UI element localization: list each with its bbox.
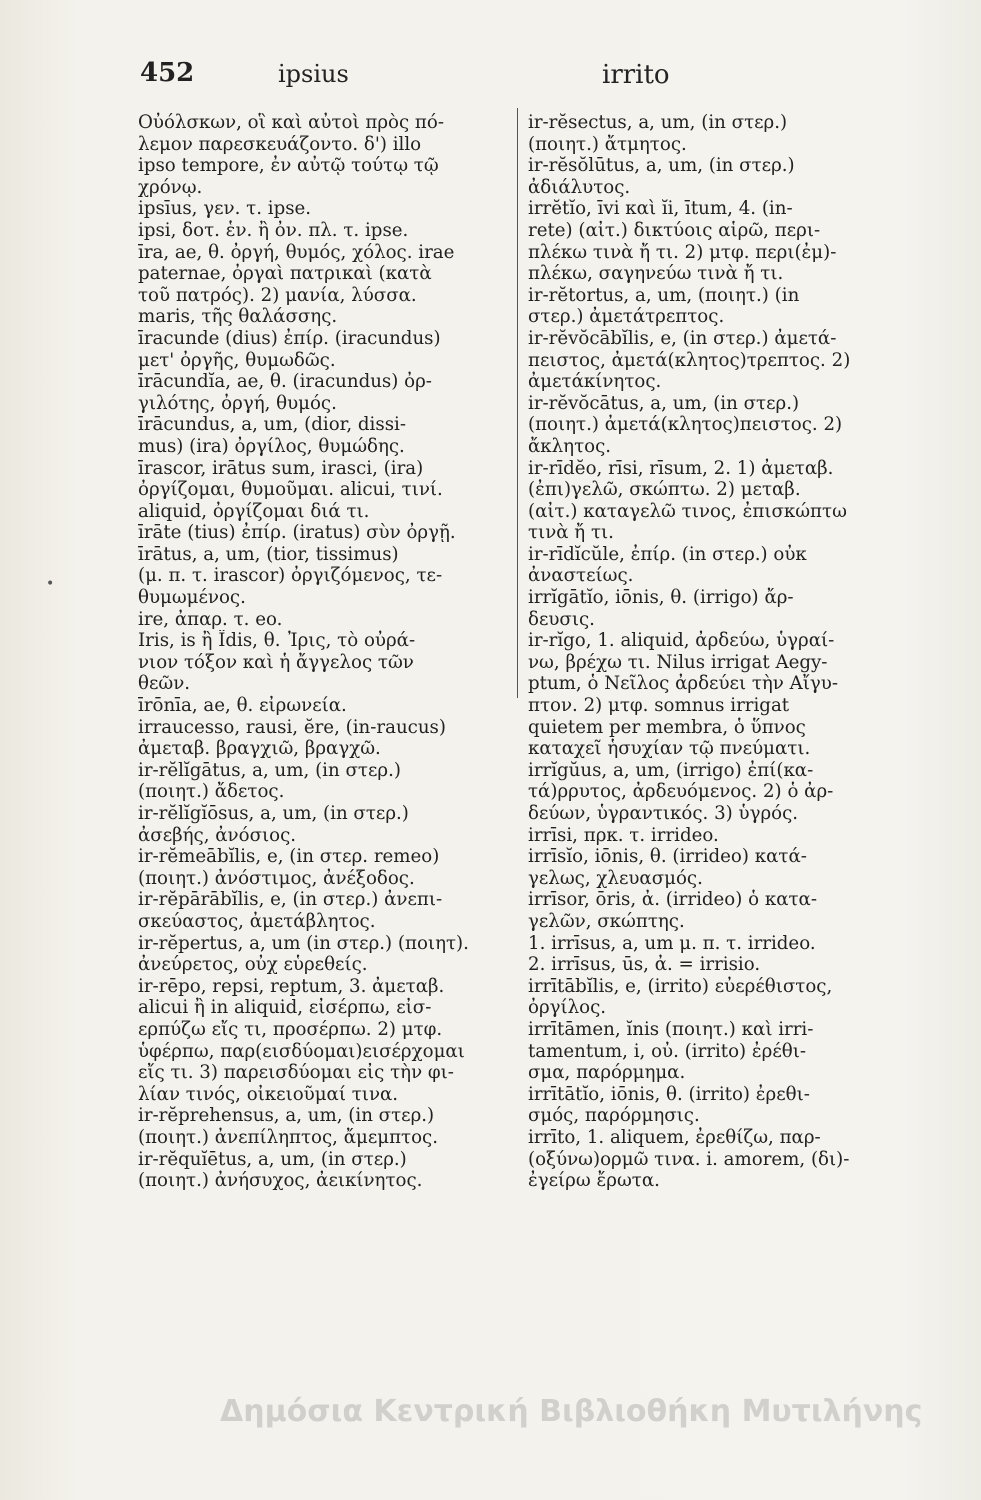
page-number: 452 — [140, 58, 195, 88]
entry-line: ir-rīdĭcŭle, ἐπίρ. (in στερ.) οὐκ — [528, 543, 807, 565]
entry-line: (οξύνω)ορμῶ τινα. i. amorem, (δι)- — [528, 1148, 850, 1170]
entry-line: irrĭgātĭo, iōnis, θ. (irrigo) ἄρ- — [528, 587, 794, 609]
entry-line: (ποιητ.) ἀνόστιμος, ἀνέξοδος. — [138, 867, 415, 889]
entry-line: πειστος, ἀμετά(κλητος)τρεπτος. 2) — [528, 349, 851, 371]
entry-line: δευσις. — [528, 608, 595, 630]
entry-line: quietem per membra, ὁ ὕπνος — [528, 716, 806, 738]
entry-line: ερπύζω εἴς τι, προσέρπω. 2) μτφ. — [138, 1018, 443, 1040]
entry-line: ir-rĭgo, 1. aliquid, ἀρδεύω, ὑγραί- — [528, 630, 835, 652]
entry-line: ptum, ὁ Νεῖλος ἀρδεύει τὴν Αἴγυ- — [528, 673, 838, 695]
entry-line: γιλότης, ὀργή, θυμός. — [138, 392, 337, 414]
entry-line: maris, τῆς θαλάσσης. — [138, 306, 338, 328]
entry-line: τινὰ ἤ τι. — [528, 522, 614, 544]
entry-line: ὀργίλος. — [528, 997, 607, 1019]
entry-line: στερ.) ἀμετάτρεπτος. — [528, 306, 725, 328]
entry-line: σμα, παρόρμημα. — [528, 1062, 686, 1084]
entry-line: Οὐόλσκων, οἳ καὶ αὐτοὶ πρὸς πό- — [138, 112, 444, 133]
left-column — [138, 112, 510, 1192]
entry-line: ipsīus, γεν. τ. ipse. — [138, 198, 312, 220]
entry-line: ir-rĕpertus, a, um (in στερ.) (ποιητ). — [138, 932, 469, 954]
right-guide-word: irrito — [602, 60, 670, 90]
column-divider — [517, 108, 518, 698]
entry-line: irrĭgŭus, a, um, (irrigo) ἐπί(κα- — [528, 759, 814, 781]
entry-line: alicui ἢ in aliquid, εἰσέρπω, εἰσ- — [138, 997, 432, 1019]
entry-line: χρόνῳ. — [138, 176, 203, 198]
entry-line: 1. irrīsus, a, um μ. π. τ. irrideo. — [528, 932, 816, 954]
entry-line: καταχεῖ ἡσυχίαν τῷ πνεύματι. — [528, 738, 811, 760]
entry-line: 2. irrīsus, ūs, ἀ. = irrisio. — [528, 954, 761, 976]
entry-line: irrītātĭo, iōnis, θ. (irrito) ἐρεθι- — [528, 1083, 810, 1105]
entry-line: irrītāmen, ĭnis (ποιητ.) καὶ irri- — [528, 1018, 814, 1040]
entry-line: īra, ae, θ. ὀργή, θυμός, χόλος. irae — [138, 241, 455, 263]
entry-line: irrīsor, ōris, ἀ. (irrideo) ὁ κατα- — [528, 889, 817, 911]
entry-line: ἀμεταβ. βραγχιῶ, βραγχῶ. — [138, 738, 381, 760]
entry-line: θυμωμένος. — [138, 587, 246, 609]
entry-line: γελως, χλευασμός. — [528, 867, 703, 889]
entry-line: ir-rĕlĭgātus, a, um, (in στερ.) — [138, 759, 401, 781]
entry-line: πλέκω, σαγηνεύω τινὰ ἤ τι. — [528, 263, 784, 285]
entry-line: ἀναστείως. — [528, 565, 634, 587]
right-column — [528, 112, 900, 1192]
entry-line: σμός, παρόρμησις. — [528, 1105, 700, 1127]
entry-line: (μ. π. τ. irascor) ὀργιζόμενος, τε- — [138, 565, 443, 587]
entry-line: irrīto, 1. aliquem, ἐρεθίζω, παρ- — [528, 1126, 821, 1148]
entry-line: λίαν τινός, οἰκειοῦμαί τινα. — [138, 1083, 399, 1105]
entry-line: νιον τόξον καὶ ἡ ἄγγελος τῶν — [138, 651, 414, 673]
entry-line: ipsi, δοτ. ἑν. ἢ ὀν. πλ. τ. ipse. — [138, 219, 409, 241]
entry-line: ir-rĕprehensus, a, um, (in στερ.) — [138, 1105, 435, 1127]
entry-line: εἴς τι. 3) παρεισδύομαι εἰς τὴν φι- — [138, 1062, 454, 1084]
entry-line: (ποιητ.) ἀνεπίληπτος, ἄμεμπτος. — [138, 1126, 439, 1148]
entry-line: (ποιητ.) ἄτμητος. — [528, 133, 687, 155]
entry-line: πλέκω τινὰ ἤ τι. 2) μτφ. περι(ἐμ)- — [528, 241, 837, 263]
entry-line: īrāte (tius) ἐπίρ. (iratus) σὺν ὀργῇ. — [138, 522, 456, 544]
entry-line: θεῶν. — [138, 673, 191, 695]
left-guide-word: ipsius — [278, 60, 349, 88]
entry-line: σκεύαστος, ἀμετάβλητος. — [138, 910, 376, 932]
entry-line: Iris, is ἢ Ïdis, θ. Ἶρις, τὸ οὐρά- — [138, 630, 416, 652]
entry-line: ir-rēpo, repsi, reptum, 3. ἀμεταβ. — [138, 975, 445, 997]
entry-line: δεύων, ὑγραντικός. 3) ὑγρός. — [528, 803, 799, 824]
entry-line: τά)ρρυτος, ἀρδευόμενος. 2) ὁ ἀρ- — [528, 781, 834, 803]
entry-line: ir-rĕmeābĭlis, e, (in στερ. remeo) — [138, 846, 440, 868]
entry-line: irraucesso, rausi, ĕre, (in-raucus) — [138, 716, 446, 738]
entry-line: γελῶν, σκώπτης. — [528, 910, 685, 932]
entry-line: īracunde (dius) ἐπίρ. (iracundus) — [138, 327, 441, 349]
entry-line: īrācundĭa, ae, θ. (iracundus) ὀρ- — [138, 371, 432, 393]
entry-line: ire, ἀπαρ. τ. eo. — [138, 608, 283, 630]
entry-line: īrātus, a, um, (tior, tissimus) — [138, 543, 399, 565]
entry-line: πτον. 2) μτφ. somnus irrigat — [528, 695, 790, 717]
entry-line: ir-rĕquĭētus, a, um, (in στερ.) — [138, 1148, 407, 1170]
library-watermark: Δημόσια Κεντρική Βιβλιοθήκη Μυτιλήνης — [220, 1394, 923, 1429]
entry-line: ir-rĕsectus, a, um, (in στερ.) — [528, 112, 788, 133]
entry-line: ir-rīdĕo, rīsi, rīsum, 2. 1) ἀμεταβ. — [528, 457, 834, 479]
entry-line: ir-rĕlĭgĭōsus, a, um, (in στερ.) — [138, 803, 409, 824]
entry-line: νω, βρέχω τι. Nilus irrigat Aegy- — [528, 651, 828, 673]
entry-line: ir-rĕpārābĭlis, e, (in στερ.) ἀνεπι- — [138, 889, 443, 911]
entry-line: irrīsĭo, iōnis, θ. (irrideo) κατά- — [528, 846, 807, 868]
entry-line: aliquid, ὀργίζομαι διά τι. — [138, 500, 370, 522]
entry-line: paternae, ὀργαὶ πατρικαὶ (κατὰ — [138, 263, 432, 285]
entry-line: irrīsi, πρκ. τ. irrideo. — [528, 824, 719, 846]
entry-line: τοῦ πατρός). 2) μανία, λύσσα. — [138, 284, 417, 306]
entry-line: rete) (αἰτ.) δικτύοις αἱρῶ, περι- — [528, 219, 821, 241]
entry-line: ir-rĕtortus, a, um, (ποιητ.) (in — [528, 284, 800, 306]
entry-line: tamentum, i, οὐ. (irrito) ἐρέθι- — [528, 1040, 807, 1062]
entry-line: ἀδιάλυτος. — [528, 176, 631, 198]
entry-line: īrōnīa, ae, θ. εἰρωνεία. — [138, 695, 347, 717]
entry-line: ἀμετάκίνητος. — [528, 371, 662, 393]
entry-line: irrītābĭlis, e, (irrito) εὐερέθιστος, — [528, 975, 833, 997]
entry-line: ir-rĕvŏcātus, a, um, (in στερ.) — [528, 392, 800, 414]
entry-line: λεμον παρεσκευάζοντο. δ') illo — [138, 133, 422, 155]
entry-line: ἄκλητος. — [528, 435, 612, 457]
entry-line: ἀσεβής, ἀνόσιος. — [138, 824, 297, 846]
entry-line: (ποιητ.) ἀμετά(κλητος)πειστος. 2) — [528, 414, 843, 436]
entry-line: irrĕtĭo, īvi καὶ ĭi, ītum, 4. (in- — [528, 198, 793, 220]
entry-line: μετ' ὀργῆς, θυμωδῶς. — [138, 349, 336, 371]
entry-line: īrascor, irātus sum, irasci, (ira) — [138, 457, 424, 479]
entry-line: ὑφέρπω, παρ(εισδύομαι)εισέρχομαι — [138, 1040, 465, 1062]
page-header — [140, 58, 860, 98]
entry-line: ἐγείρω ἔρωτα. — [528, 1170, 660, 1192]
entry-line: ipso tempore, ἐν αὐτῷ τούτῳ τῷ — [138, 155, 439, 177]
entry-line: ir-rĕsŏlūtus, a, um, (in στερ.) — [528, 155, 795, 177]
margin-mark: • — [46, 576, 55, 592]
entry-line: īrācundus, a, um, (dior, dissi- — [138, 414, 406, 436]
entry-line: ir-rĕvŏcābĭlis, e, (in στερ.) ἀμετά- — [528, 327, 837, 349]
entry-line: (ποιητ.) ἀνήσυχος, ἀεικίνητος. — [138, 1170, 423, 1192]
entry-line: ὀργίζομαι, θυμοῦμαι. alicui, τινί. — [138, 479, 443, 501]
entry-line: ἀνεύρετος, οὐχ εὑρεθείς. — [138, 954, 368, 976]
entry-line: (αἰτ.) καταγελῶ τινος, ἐπισκώπτω — [528, 500, 847, 522]
entry-line: mus) (ira) ὀργίλος, θυμώδης. — [138, 435, 405, 457]
entry-line: (ἐπι)γελῶ, σκώπτω. 2) μεταβ. — [528, 479, 801, 501]
entry-line: (ποιητ.) ἄδετος. — [138, 781, 285, 803]
